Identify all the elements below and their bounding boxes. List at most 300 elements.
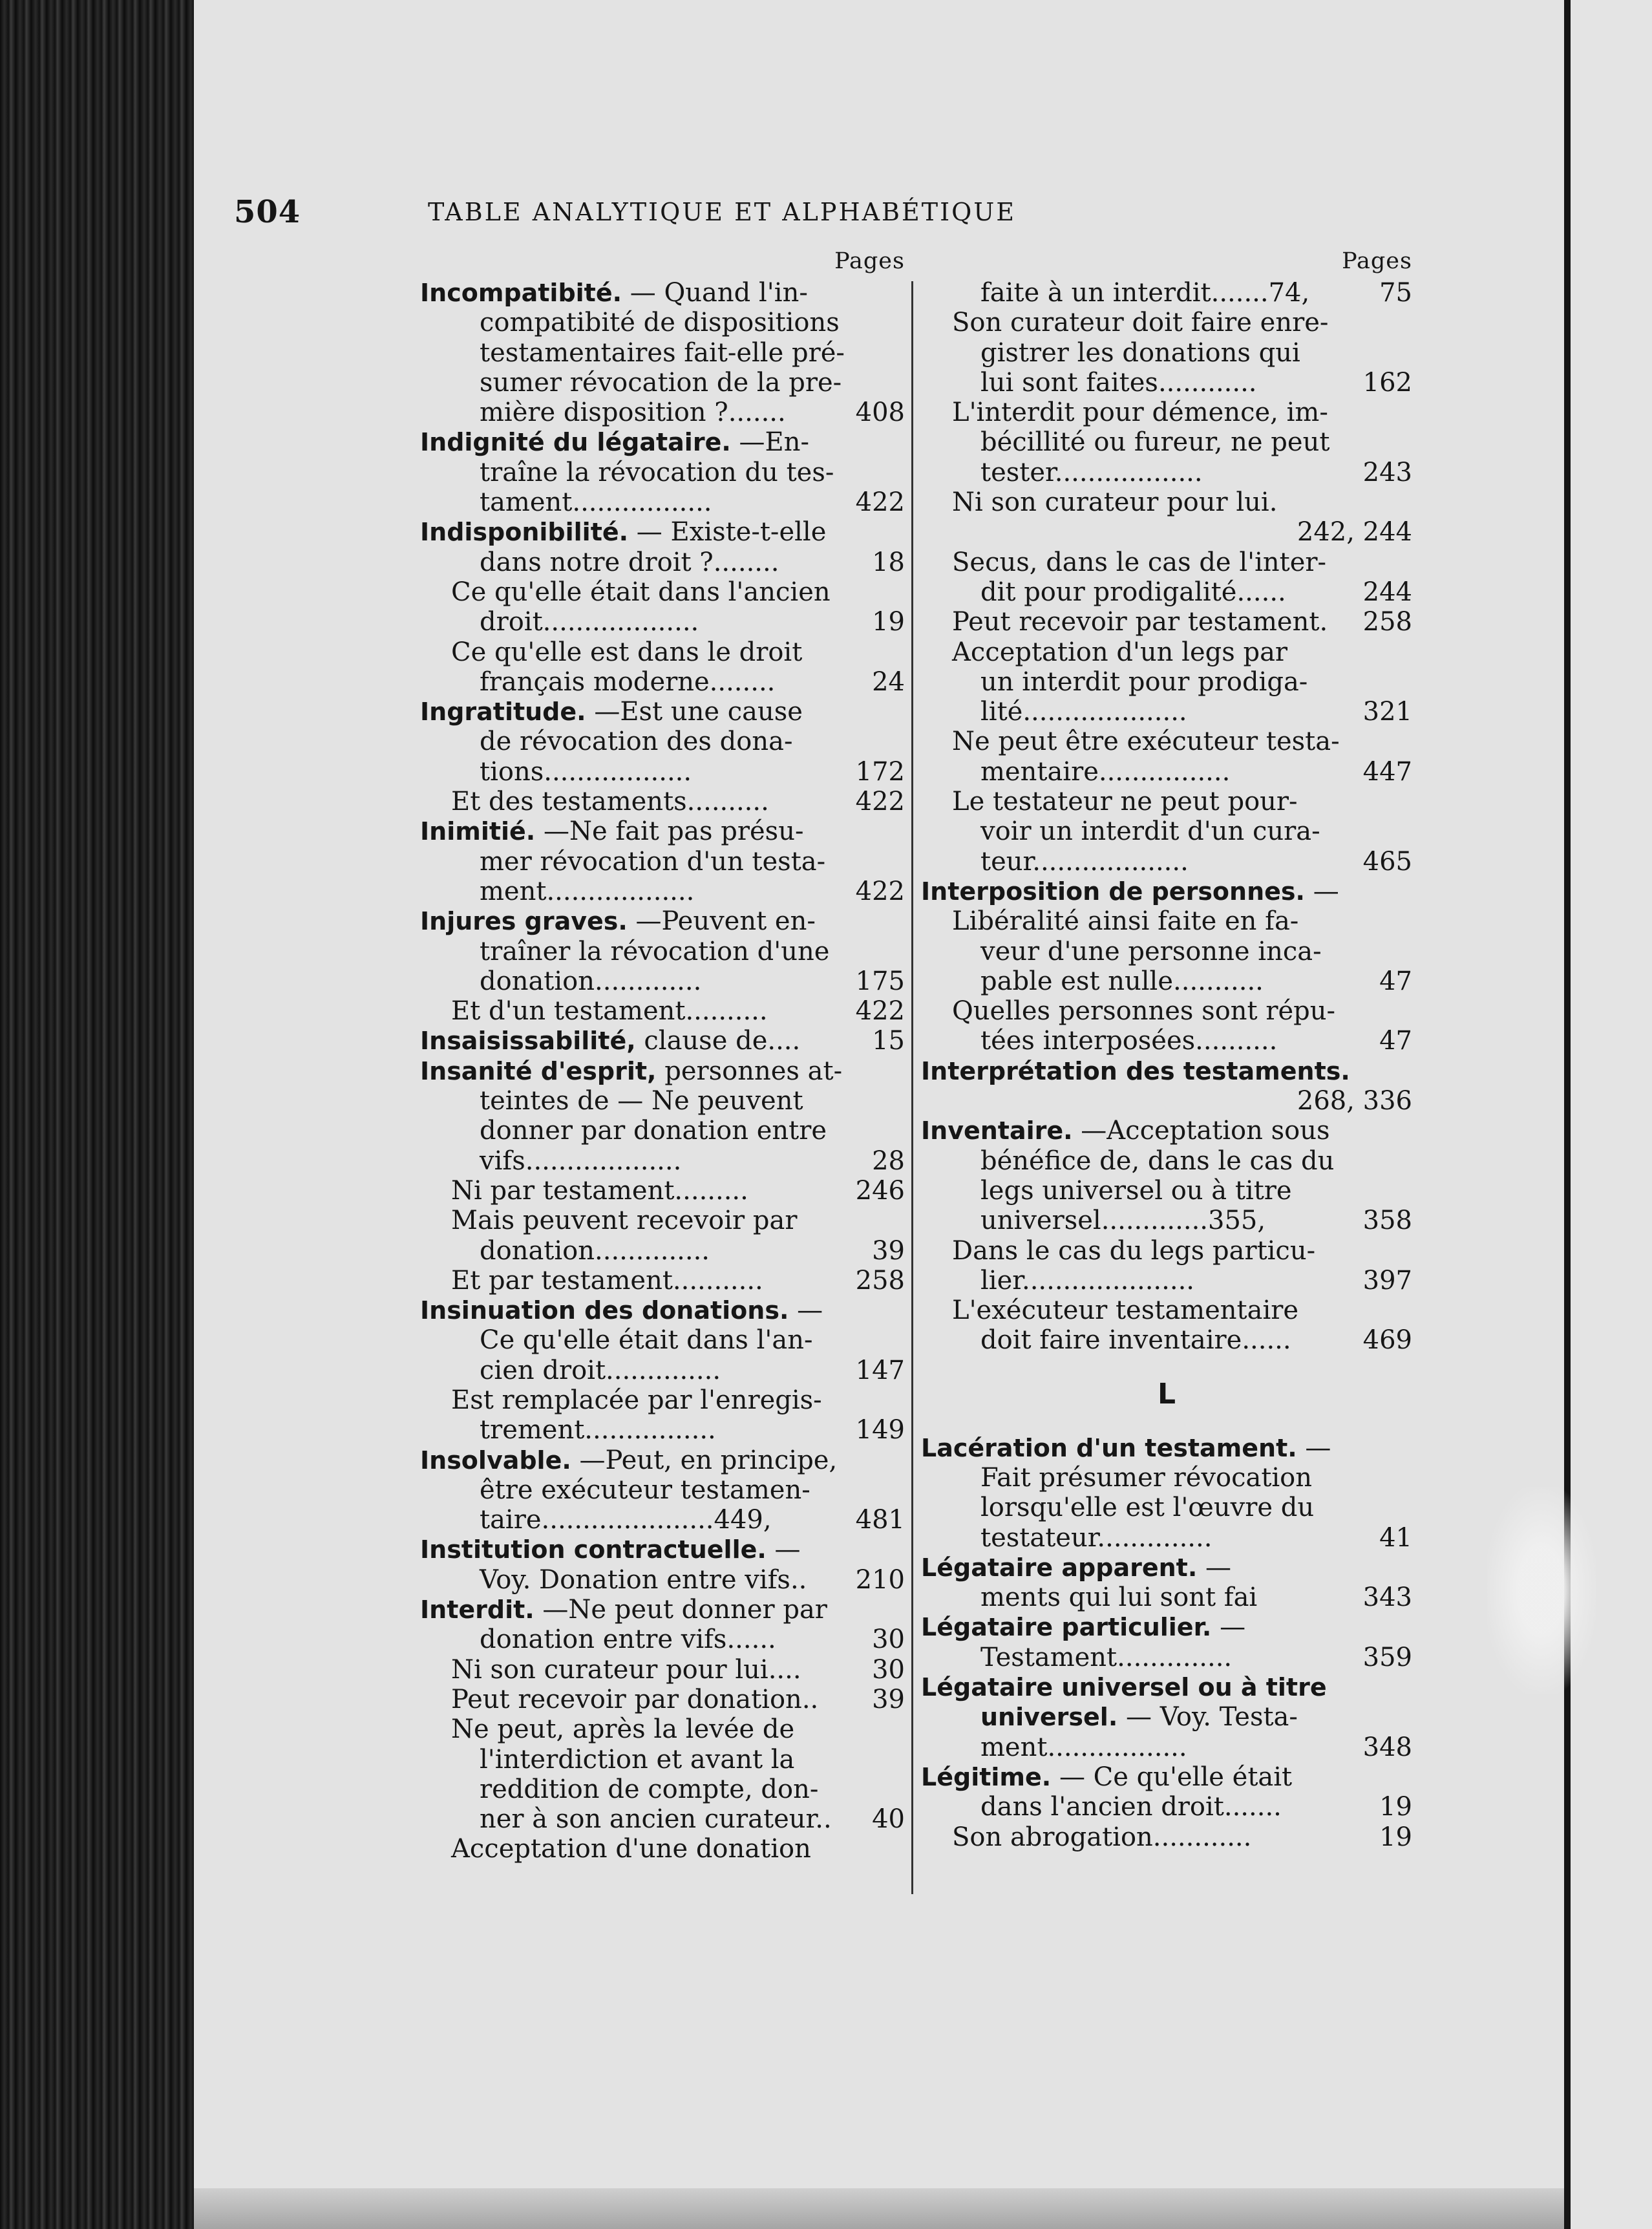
entry-text [480,757,692,787]
index-line [420,1595,905,1625]
entry-text [980,1325,1291,1355]
entry-text [480,1325,813,1355]
entry-heading: Insolvable. [420,1445,571,1475]
entry-body: — Quand l'in- [630,278,808,308]
entry-text [980,1792,1282,1822]
index-line [921,1116,1412,1146]
index-column-left [420,244,905,1864]
index-line [420,667,905,697]
index-line [921,816,1412,846]
entry-text [480,1505,772,1535]
entry-heading: Indignité du légataire. [420,428,731,457]
entry-text [451,996,768,1026]
entry-heading: Insaisissabilité, [420,1027,636,1056]
entry-text [451,1385,822,1415]
entry-text [420,1026,800,1056]
page-reference: 210 [855,1564,905,1595]
entry-body: legs universel ou à titre [980,1175,1292,1206]
entry-body: ments qui lui sont fai [980,1583,1258,1613]
entry-body: dit pour prodigalité...... [980,577,1286,607]
index-line [921,607,1412,637]
entry-heading: Inventaire. [921,1116,1073,1146]
index-line [420,1625,905,1654]
index-line [420,1565,905,1595]
entry-text [480,368,842,398]
entry-body: Le testateur ne peut pour- [952,787,1298,817]
index-line [420,1804,905,1834]
page-reference: 28 [872,1146,905,1176]
page-number: 504 [234,194,301,230]
entry-text [451,787,769,816]
entry-body: Ni son curateur pour lui. [952,487,1278,518]
index-line [420,757,905,787]
entry-body: testamentaires fait-elle pré- [480,337,845,368]
page-reference: 147 [855,1355,905,1385]
index-line [921,996,1412,1026]
index-line [921,1553,1412,1583]
entry-text [980,427,1329,457]
entry-body: Ni par testament......... [451,1175,748,1206]
entry-body: mentaire................ [980,756,1231,787]
page-reference: 242, 244 [1297,517,1412,548]
index-line [420,1236,905,1266]
index-line [921,1026,1412,1056]
page-reference: 75 [1379,278,1412,308]
page-reference: 244 [1362,577,1412,607]
index-line [921,727,1412,756]
entry-body: Ne peut être exécuteur testa- [952,727,1340,757]
entry-heading: Interposition de personnes. [921,877,1305,906]
entry-text [480,308,840,337]
entry-text [480,1236,710,1266]
index-line [420,1176,905,1206]
entry-text [980,1583,1257,1612]
page-reference: 47 [1379,1026,1412,1056]
page-header [234,194,1203,246]
entry-text [952,1236,1315,1266]
index-line [921,1463,1412,1493]
entry-text [980,1702,1298,1732]
entry-text [480,1475,810,1505]
entry-body: droit................... [480,607,699,637]
index-line [420,727,905,756]
index-line [921,847,1412,877]
entry-text [420,1056,842,1086]
index-line [420,1325,905,1355]
index-line [921,1086,1412,1116]
index-line [420,368,905,398]
index-column-right [921,244,1412,1852]
entry-body: faite à un interdit.......74, [980,278,1310,308]
index-line [420,1505,905,1535]
entry-body: —Peut, en principe, [579,1445,838,1475]
index-line [420,937,905,966]
index-line [420,1026,905,1056]
index-line [420,1445,905,1475]
entry-body: français moderne........ [480,667,776,697]
entry-text [980,1463,1312,1493]
page-bottom-edge [194,2188,1564,2229]
entry-body: lui sont faites............ [980,367,1257,398]
entry-heading: Inimitié. [420,817,536,846]
entry-body: lier..................... [980,1265,1194,1296]
index-line [921,787,1412,816]
entry-body: l'interdiction et avant la [480,1744,795,1775]
index-line [420,877,905,906]
entry-text [952,1296,1298,1325]
index-line [921,1822,1412,1852]
entry-body: L'exécuteur testamentaire [952,1296,1299,1326]
entry-text [480,607,699,637]
entry-body: un interdit pour prodiga- [980,667,1308,697]
entry-body: —Ne peut donner par [542,1595,827,1625]
entry-body: donner par donation entre [480,1116,827,1146]
index-line [921,577,1412,607]
page-reference: 39 [872,1684,905,1714]
entry-body: veur d'une personne inca- [980,936,1322,966]
entry-body: pable est nulle........... [980,966,1264,996]
entry-body: universel.............355, [980,1206,1266,1236]
page-reference: 30 [872,1654,905,1685]
index-line [420,1086,905,1116]
entry-text [921,1553,1231,1583]
entry-heading: Indisponibilité. [420,518,629,547]
entry-body: Et d'un testament.......... [451,996,768,1027]
index-line [420,697,905,727]
index-line [921,1266,1412,1296]
entry-body: voir un interdit d'un cura- [980,816,1320,847]
entry-body: compatibité de dispositions [480,308,840,338]
entry-body: Peut recevoir par testament. [952,607,1328,637]
entry-body: Et par testament........... [451,1265,763,1296]
entry-body: bécillité ou fureur, ne peut [980,427,1330,458]
index-line [420,607,905,637]
index-line [420,996,905,1026]
entry-text [980,1206,1265,1235]
entry-text [420,816,804,846]
entry-body: traîner la révocation d'une [480,936,830,966]
entry-body: —Acceptation sous [1081,1116,1330,1146]
index-line [420,816,905,846]
entry-heading: universel. [980,1703,1118,1732]
index-line [420,1685,905,1714]
entry-text [921,1612,1245,1642]
index-line [921,1583,1412,1612]
entry-text [480,847,825,877]
entry-text [980,1026,1277,1056]
entry-text [980,847,1189,877]
entry-text [480,1775,818,1804]
entry-body: — Ce qu'elle était [1059,1762,1293,1792]
index-line [420,1745,905,1775]
entry-text [480,398,786,427]
entry-body: doit faire inventaire...... [980,1325,1291,1356]
entry-heading: Légitime. [921,1762,1052,1791]
page-reference: 447 [1362,756,1412,787]
index-line [921,1296,1412,1325]
entry-body: mière disposition ?....... [480,398,786,428]
entry-body: — [797,1296,823,1326]
entry-body: Mais peuvent recevoir par [451,1206,798,1236]
entry-text [480,727,792,756]
entry-text [480,667,775,697]
entry-text [480,1116,827,1146]
entry-text [952,487,1277,517]
entry-body: Testament.............. [980,1642,1233,1672]
entry-body: donation............. [480,966,702,996]
entry-body: tions.................. [480,756,692,787]
pages-label: Pages [1342,248,1412,274]
index-line [921,966,1412,996]
entry-body: Et des testaments.......... [451,787,769,817]
entry-text [480,1146,681,1176]
page-reference: 175 [855,966,905,996]
page-reference: 422 [855,996,905,1027]
index-line [921,487,1412,517]
section-letter: L [1157,1377,1176,1411]
index-line [420,966,905,996]
entry-body: —En- [739,427,809,458]
entry-text [980,1266,1194,1296]
entry-body: Peut recevoir par donation.. [451,1684,819,1714]
page-reference: 18 [872,547,905,577]
page-reference: 422 [855,487,905,518]
entry-text [952,308,1328,337]
page-reference: 162 [1362,367,1412,398]
entry-text [480,1745,794,1775]
entry-text [980,966,1264,996]
entry-body: Ce qu'elle était dans l'an- [480,1325,813,1356]
entry-heading: Interdit. [420,1595,535,1625]
page-reference: 268, 336 [1297,1086,1412,1116]
entry-heading: Légataire apparent. [921,1553,1198,1582]
page-reference: 481 [855,1505,905,1535]
index-line [420,308,905,337]
entry-heading: Interprétation des testaments. [921,1056,1350,1085]
index-line [420,1834,905,1864]
index-line [921,517,1412,547]
entry-text [451,1714,794,1744]
index-line [921,757,1412,787]
entry-text [952,548,1326,577]
index-line [921,338,1412,368]
entry-text [451,1176,748,1206]
entry-body: être exécuteur testamen- [480,1475,810,1505]
entry-body: donation entre vifs...... [480,1625,776,1655]
page-reference: 321 [1362,697,1412,727]
entry-text [980,338,1300,368]
entry-body: Ce qu'elle est dans le droit [451,637,803,667]
scan-blur [1487,1487,1596,1694]
entry-body: cien droit.............. [480,1355,721,1385]
index-line [921,1236,1412,1266]
index-line [921,427,1412,457]
index-line [921,1792,1412,1822]
entry-heading: Insinuation des donations. [420,1296,789,1325]
entry-body: —Est une cause [594,697,803,727]
page-reference: 258 [1362,607,1412,637]
entry-text [980,667,1308,697]
index-line [921,1612,1412,1642]
entry-body: —Peuvent en- [635,906,816,937]
entry-body: clause de.... [644,1026,801,1056]
index-line [420,1266,905,1296]
entry-body: ner à son ancien curateur.. [480,1804,832,1835]
entry-body: ment................. [980,1732,1187,1762]
entry-text [480,1625,776,1654]
entry-text [980,757,1230,787]
index-line [420,398,905,427]
page-reference: 343 [1362,1583,1412,1613]
entry-body: reddition de compte, don- [480,1774,819,1804]
entry-text [980,697,1187,727]
index-line [921,1493,1412,1522]
page-reference: 19 [872,607,905,637]
index-line [420,787,905,816]
entry-text [420,1535,801,1564]
entry-text [980,458,1203,487]
index-line [420,637,905,667]
entry-text [420,278,808,308]
entry-body: L'interdit pour démence, im- [952,398,1328,428]
entry-body: lorsqu'elle est l'œuvre du [980,1493,1315,1523]
entry-body: taire.....................449, [480,1505,772,1535]
index-line [921,1433,1412,1463]
index-line [921,1762,1412,1792]
entry-body: Acceptation d'un legs par [952,637,1288,667]
entry-text [952,727,1340,756]
entry-text [480,1804,832,1834]
index-line [420,1056,905,1086]
entry-body: testateur.............. [980,1522,1213,1553]
entry-text [921,1116,1330,1146]
index-line [420,548,905,577]
entry-text [480,1565,807,1595]
entry-text [451,577,831,607]
page-reference: 348 [1362,1732,1412,1762]
entry-body: Son abrogation............ [952,1822,1252,1852]
entry-body: Secus, dans le cas de l'inter- [952,547,1327,577]
entry-text [480,1415,716,1445]
entry-body: sumer révocation de la pre- [480,367,842,398]
entry-body: personnes at- [664,1056,843,1086]
entry-body: gistrer les donations qui [980,337,1300,368]
entry-body: tester.................. [980,457,1203,487]
entry-text [952,398,1328,427]
page-reference: 243 [1362,457,1412,487]
entry-text [451,1266,763,1296]
entry-body: — [1205,1552,1231,1583]
entry-body: bénéfice de, dans le cas du [980,1146,1335,1176]
index-line [921,548,1412,577]
index-line [921,937,1412,966]
page-reference: 422 [855,876,905,906]
entry-body: trement................ [480,1415,716,1445]
entry-text [480,966,701,996]
scan-border-left [0,0,194,2229]
index-line [921,458,1412,487]
index-line [921,368,1412,398]
index-lines [921,278,1412,1356]
entry-body: teur................... [980,846,1189,877]
entry-text [480,937,829,966]
entry-heading: Légataire particulier. [921,1613,1212,1642]
entry-body: —Ne fait pas présu- [543,816,804,847]
index-line [420,577,905,607]
index-line [921,278,1412,308]
entry-heading: Lacération d'un testament. [921,1433,1297,1462]
entry-text [980,1643,1232,1672]
page-reference: 358 [1362,1206,1412,1236]
index-lines [420,278,905,1864]
index-line [921,906,1412,936]
index-line [921,1733,1412,1762]
index-line [921,1702,1412,1732]
entry-text [980,1733,1187,1762]
entry-text [480,877,694,906]
entry-body: mer révocation d'un testa- [480,846,826,877]
page-reference: 149 [855,1415,905,1445]
index-line [921,1672,1412,1702]
running-title: TABLE ANALYTIQUE ET ALPHABÉTIQUE [428,198,1016,226]
entry-text [420,1595,827,1625]
page-reference: 40 [872,1804,905,1835]
index-lines [921,1433,1412,1852]
page-reference: 24 [872,667,905,697]
entry-body: dans l'ancien droit....... [980,1792,1282,1822]
index-line [420,338,905,368]
entry-text [451,1206,797,1235]
entry-text [480,487,712,517]
index-line [420,427,905,457]
entry-heading: Institution contractuelle. [420,1535,767,1564]
page-reference: 359 [1362,1642,1412,1672]
entry-text [952,637,1287,667]
entry-text [952,996,1335,1026]
index-line [921,877,1412,906]
entry-text [921,877,1339,906]
entry-body: Est remplacée par l'enregis- [451,1385,822,1415]
index-line [420,1714,905,1744]
pages-label: Pages [834,248,905,274]
index-line [921,667,1412,697]
entry-heading: Injures graves. [420,907,628,936]
index-line [420,458,905,487]
entry-body: Son curateur doit faire enre- [952,308,1329,338]
page-reference: 15 [872,1026,905,1056]
entry-text [420,517,826,547]
entry-body: de révocation des dona- [480,727,793,757]
page-reference: 397 [1362,1265,1412,1296]
entry-body: dans notre droit ?........ [480,547,779,577]
entry-body: vifs................... [480,1146,682,1176]
entry-body: Voy. Donation entre vifs.. [480,1564,807,1595]
entry-text [980,816,1320,846]
entry-text [980,368,1257,398]
page-reference: 422 [855,787,905,817]
entry-body: — Voy. Testa- [1125,1702,1298,1733]
entry-text [980,278,1309,308]
index-line [420,487,905,517]
index-line [420,847,905,877]
page-reference: 246 [855,1175,905,1206]
entry-text [980,1493,1314,1522]
entry-text [480,548,779,577]
index-line [921,1056,1412,1086]
entry-text [480,1086,803,1116]
entry-text [420,1445,837,1475]
entry-body: tées interposées.......... [980,1026,1278,1056]
